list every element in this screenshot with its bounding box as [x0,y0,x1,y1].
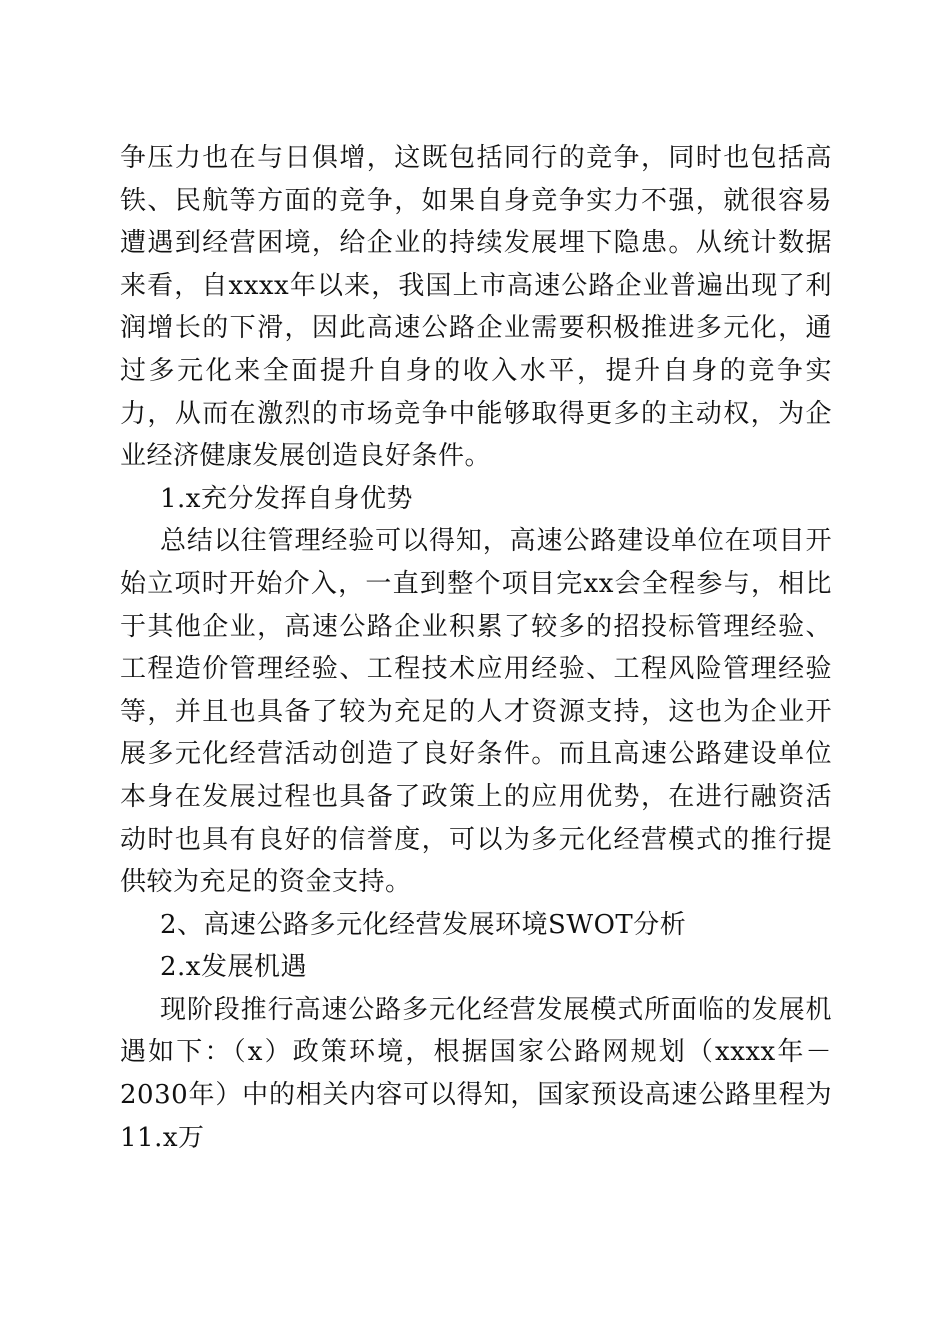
paragraph-opportunities: 现阶段推行高速公路多元化经营发展模式所面临的发展机遇如下：（x）政策环境，根据国家公路网规划（xxxx年－2030年）中的相关内容可以得知，国家预设高速公路里程为11.x万 [120,994,832,1153]
section-heading-2x: 2.x发展机遇 [160,952,307,983]
section-heading-2: 2、高速公路多元化经营发展环境SWOT分析 [160,909,687,940]
paragraph-advantages: 总结以往管理经验可以得知，高速公路建设单位在项目开始立项时开始介入，一直到整个项目完xx会全程参与，相比于其他企业，高速公路企业积累了较多的招投标管理经验、工程造价管理经验、工程技术应用经验、工程风险管理经验等，并且也具备了较为充足的人才资源支持，这也为企业开展多元化经营活动创造了良好条件。而且高速公路建设单位本身在发展过程也具备了政策上的应用优势，在进行融资活动时也具有良好的信誉度，可以为多元化经营模式的推行提供较为充足的资金支持。 [120,526,832,898]
document-body [120,137,832,1159]
section-heading-1x: 1.x充分发挥自身优势 [160,483,413,514]
paragraph-continuation: 争压力也在与日俱增，这既包括同行的竞争，同时也包括高铁、民航等方面的竞争，如果自身竞争实力不强，就很容易遭遇到经营困境，给企业的持续发展埋下隐患。从统计数据来看，自xxxx年以来，我国上市高速公路企业普遍出现了利润增长的下滑，因此高速公路企业需要积极推进多元化，通过多元化来全面提升自身的收入水平，提升自身的竞争实力，从而在激烈的市场竞争中能够取得更多的主动权，为企业经济健康发展创造良好条件。 [120,143,832,472]
